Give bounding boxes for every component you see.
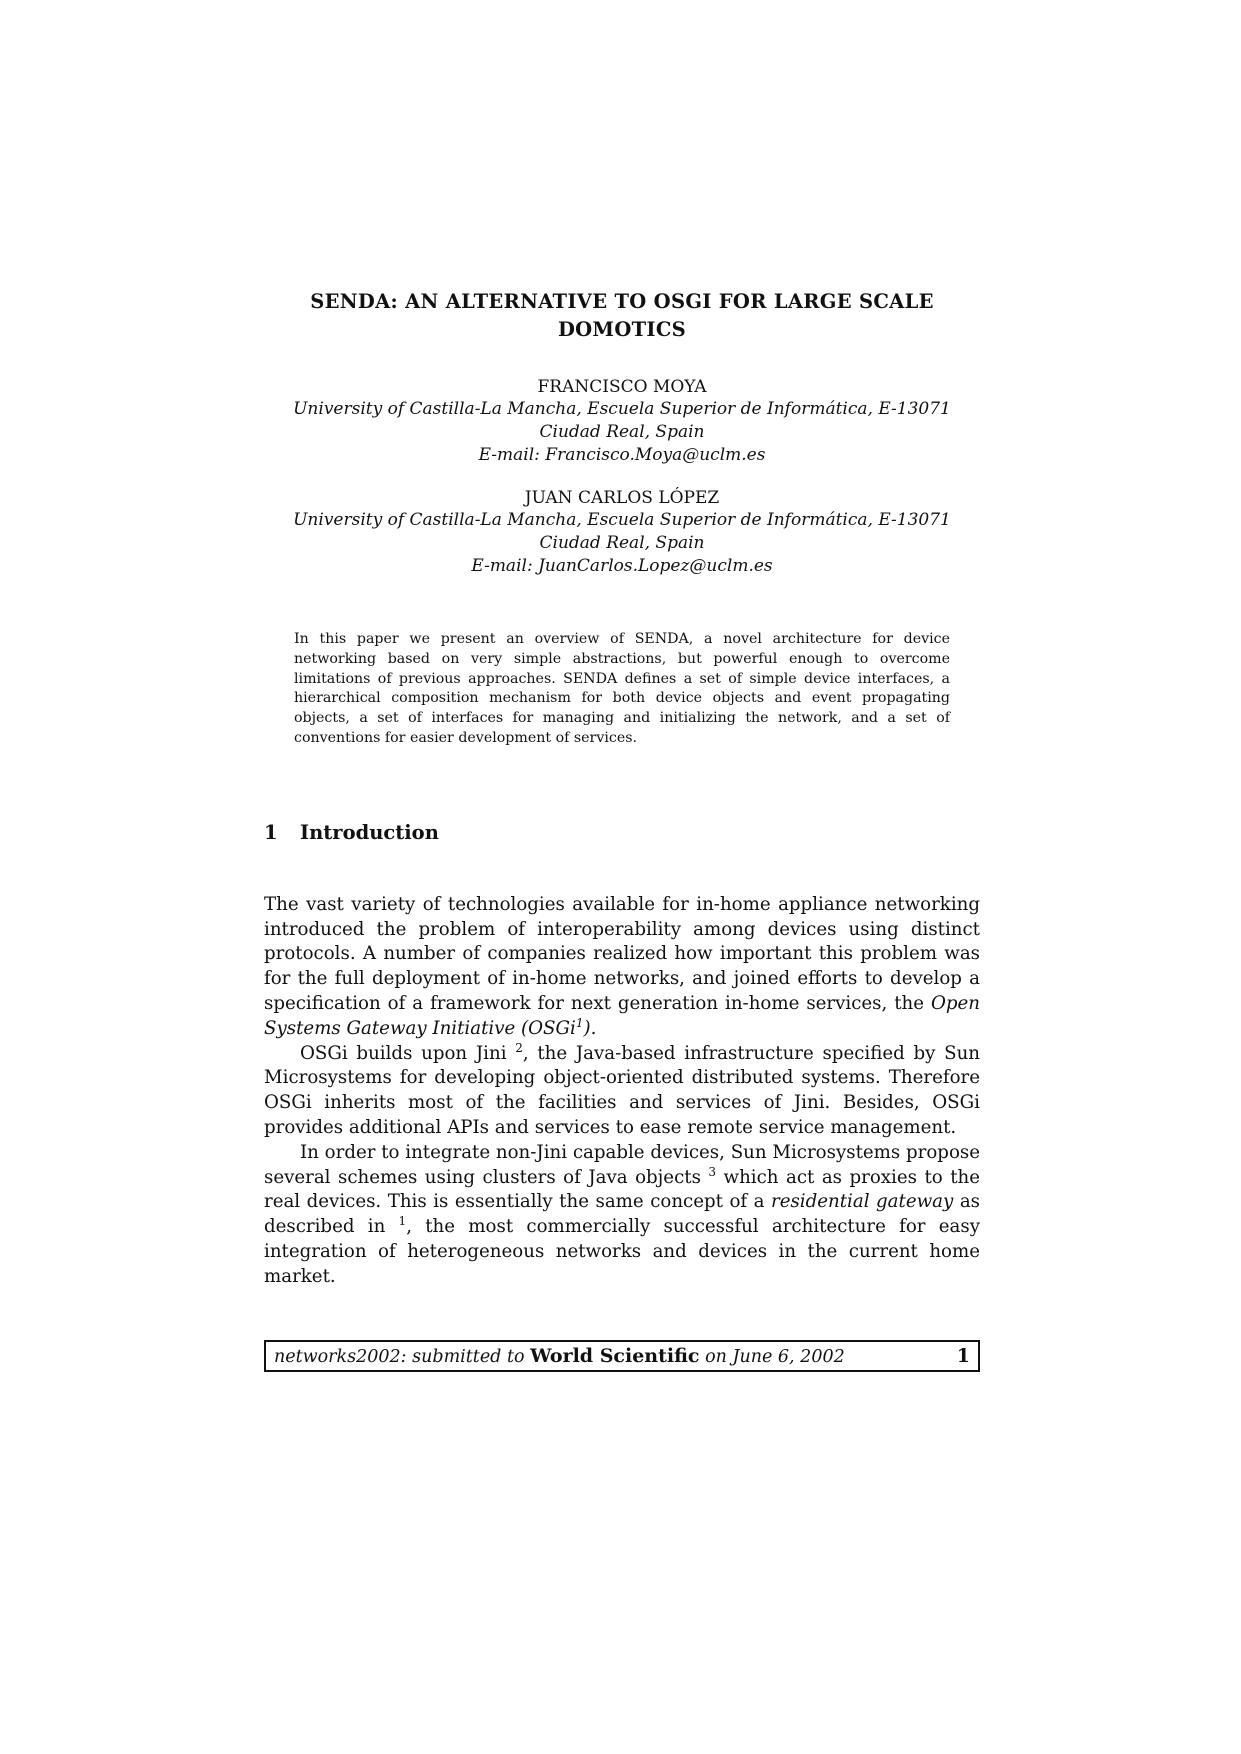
citation-2: 2 <box>515 1040 523 1055</box>
paragraph-3 <box>264 1141 980 1290</box>
page-footer <box>264 1340 980 1372</box>
paragraph-1-text: The vast variety of technologies available for in-home appliance networking introduced the problem of interoperability among devices using distinct protocols. A number of companies realized how important this problem was for the full deployment of in-home networks, and joined efforts to develop a specification of a framework for next generation in-home services, the <box>264 893 980 1014</box>
section-title: Introduction <box>300 820 439 844</box>
citation-3: 3 <box>708 1164 717 1179</box>
paragraph-1-end: ). <box>583 1017 597 1039</box>
footer-venue <box>274 1345 845 1367</box>
author-1-affiliation-line-1: University of Castilla-La Mancha, Escuela Superior de Informática, E-13071 <box>293 399 951 419</box>
section-body <box>264 893 980 1290</box>
section-number: 1 <box>264 820 278 844</box>
paragraph-3-text: In order to integrate non-Jini capable devices, Sun Microsystems propose several schemes using clusters of Java objects <box>264 1141 980 1188</box>
abstract: In this paper we present an overview of SENDA, a novel architecture for device networking based on very simple abstractions, but powerful enough to overcome limitations of previous approaches. SENDA defines a set of simple device interfaces, a hierarchical composition mechanism for both device objects and event propagating objects, a set of interfaces for managing and initializing the network, and a set of conventions for easier development of services. <box>294 631 950 746</box>
author-1-name: FRANCISCO MOYA <box>537 377 707 397</box>
footer-submitted: networks2002: submitted to <box>274 1347 525 1367</box>
paper-page <box>264 288 980 1290</box>
author-2-email: E-mail: JuanCarlos.Lopez@uclm.es <box>471 556 773 576</box>
citation-1: 1 <box>575 1015 584 1030</box>
paragraph-2-text-end: , the Java-based infrastructure specified by Sun Microsystems for developing object-oriented distributed systems. Therefore OSGi inherits most of the facilities and services of Jini. Besides, OSGi provides additional APIs and services to ease remote service management. <box>264 1042 980 1138</box>
footer-publisher: World Scientific <box>530 1345 700 1367</box>
author-2-affiliation-line-2: Ciudad Real, Spain <box>539 533 705 553</box>
paper-title <box>264 288 980 344</box>
paragraph-2 <box>264 1042 980 1141</box>
page-number: 1 <box>956 1345 970 1367</box>
author-1-email: E-mail: Francisco.Moya@uclm.es <box>478 445 766 465</box>
paragraph-3-text-end: , the most commercially successful architecture for easy integration of heterogeneous networks and devices in the current home market. <box>264 1216 980 1287</box>
title-line-1: SENDA: AN ALTERNATIVE TO OSGI FOR LARGE SCALE <box>310 290 934 313</box>
paragraph-1 <box>264 893 980 1042</box>
paragraph-1-emphasis: Open Systems Gateway Initiative (OSGi <box>264 992 980 1039</box>
author-2-affiliation-line-1: University of Castilla-La Mancha, Escuela Superior de Informática, E-13071 <box>293 510 951 530</box>
section-heading <box>264 821 980 845</box>
paragraph-2-text: OSGi builds upon Jini <box>300 1042 516 1064</box>
paragraph-3-emphasis: residential gateway <box>771 1191 954 1213</box>
author-1-affiliation-line-2: Ciudad Real, Spain <box>539 422 705 442</box>
paragraph-3-text-middle: which act as proxies to the real devices. This is essentially the same concept of a <box>264 1166 980 1213</box>
footer-date: on June 6, 2002 <box>705 1347 845 1367</box>
title-line-2: DOMOTICS <box>557 318 687 341</box>
author-2-name: JUAN CARLOS LÓPEZ <box>524 488 720 508</box>
citation-1-repeat: 1 <box>398 1214 407 1229</box>
paragraph-3-text-cont: as described in <box>264 1191 980 1238</box>
